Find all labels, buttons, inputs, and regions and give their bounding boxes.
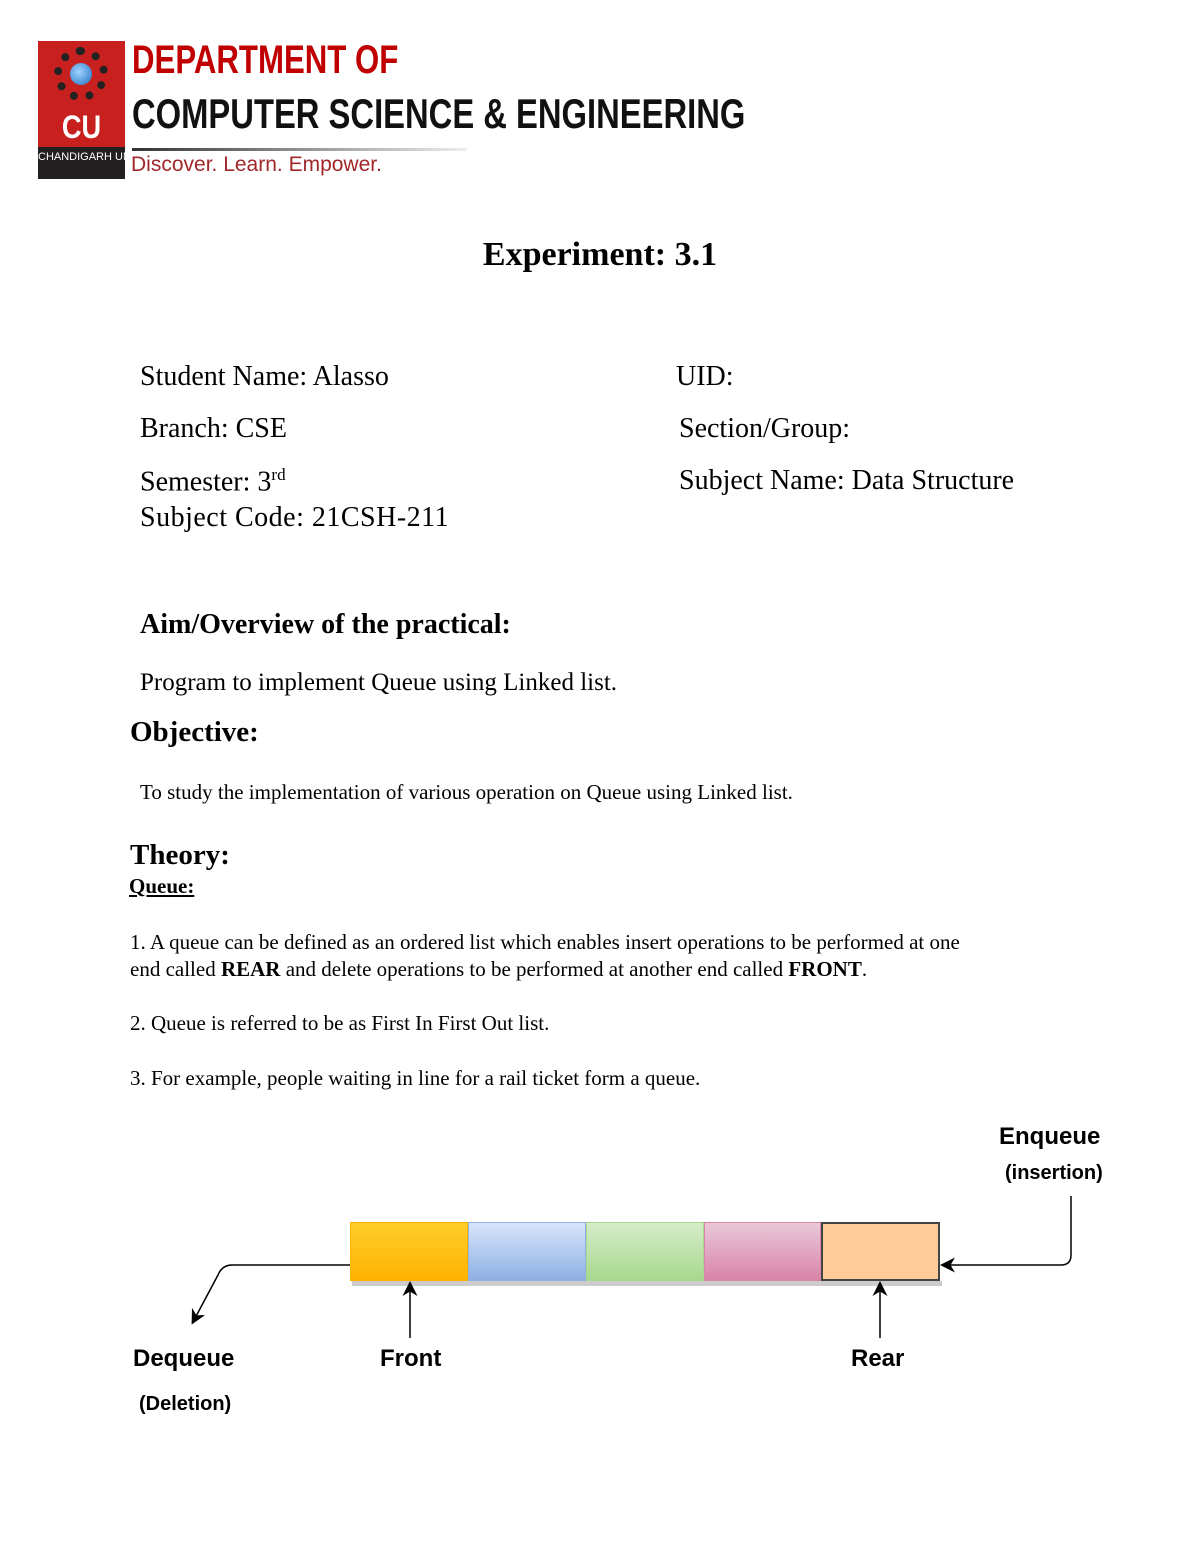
objective-text: To study the implementation of various operation on Queue using Linked list. [140, 780, 793, 804]
department-line1: DEPARTMENT OF [132, 38, 399, 82]
rear-keyword: REAR [220, 957, 281, 981]
theory-point-2: 2. Queue is referred to be as First In First Out list. [130, 1011, 550, 1035]
diagram-shadow [352, 1281, 942, 1286]
front-keyword: FRONT [788, 957, 862, 981]
insertion-label: (insertion) [1005, 1162, 1103, 1184]
logo-university-name: CHANDIGARH UNIVERSITY [38, 147, 125, 179]
theory-point-1-line1: 1. A queue can be defined as an ordered list which enables insert operations to be performed at one [130, 930, 960, 954]
branch: Branch: CSE [140, 413, 287, 444]
aim-heading: Aim/Overview of the practical: [140, 609, 511, 640]
queue-subheading: Queue: [129, 874, 195, 898]
student-name: Student Name: Alasso [140, 361, 389, 392]
text: end called [130, 957, 221, 981]
text: and delete operations to be performed at another end called [280, 957, 789, 981]
uid: UID: [676, 361, 734, 392]
enqueue-label: Enqueue [999, 1123, 1101, 1150]
enqueue-arrow [943, 1196, 1071, 1265]
rear-label: Rear [851, 1345, 905, 1372]
experiment-title: Experiment: 3.1 [482, 236, 718, 273]
dequeue-arrow [193, 1265, 350, 1322]
subject-name: Subject Name: Data Structure [679, 465, 1015, 496]
dequeue-label: Dequeue [133, 1345, 235, 1372]
theory-heading: Theory: [130, 839, 230, 871]
text: . [861, 957, 868, 981]
semester-suffix: rd [271, 465, 286, 484]
tagline: Discover. Learn. Empower. [131, 153, 382, 176]
semester-text: Semester: 3 [140, 466, 272, 498]
logo-text: CU [61, 109, 102, 145]
theory-point-3: 3. For example, people waiting in line for a rail ticket form a queue. [130, 1066, 701, 1090]
subject-code: Subject Code: 21CSH-211 [140, 502, 450, 533]
objective-heading: Objective: [130, 716, 259, 748]
aim-text: Program to implement Queue using Linked list. [140, 669, 618, 696]
front-label: Front [380, 1345, 442, 1372]
section-group: Section/Group: [679, 413, 851, 444]
department-line2: COMPUTER SCIENCE & ENGINEERING [132, 90, 746, 137]
deletion-label: (Deletion) [139, 1393, 232, 1415]
